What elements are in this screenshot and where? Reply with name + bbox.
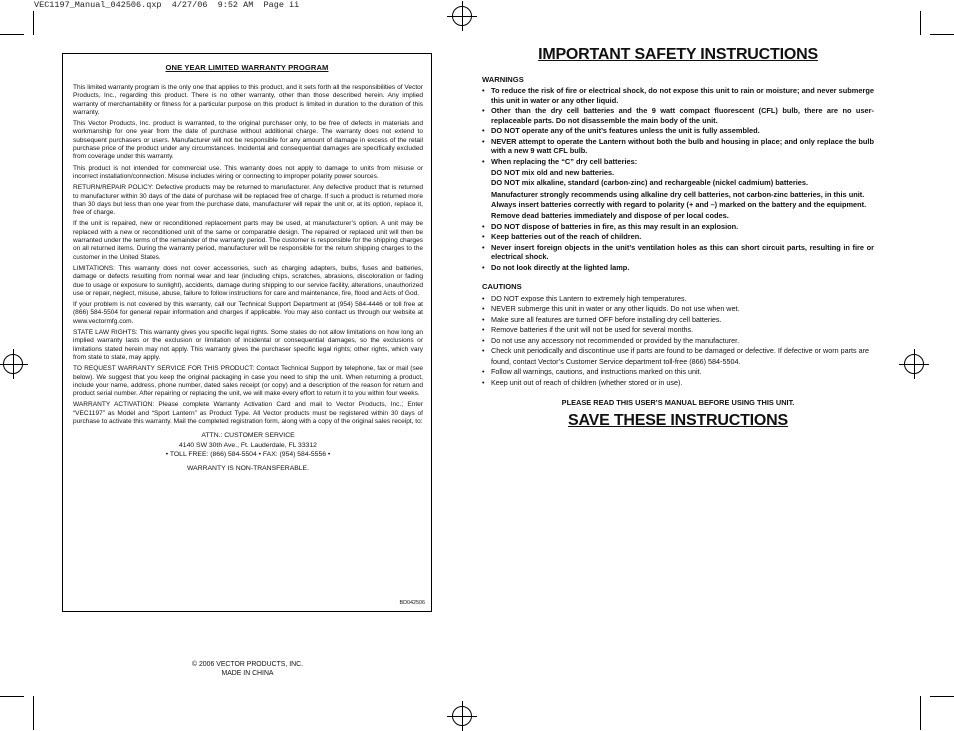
- document-code: BD042506: [399, 600, 425, 606]
- crop-mark: [33, 11, 34, 35]
- caution-item: • Do not use any accessory not recommended or provided by the manufacturer.: [482, 336, 874, 347]
- warranty-paragraph: LIMITATIONS: This warranty does not cover accessories, such as charging adapters, bulbs, fuses and batteries, damage or defects resulting from normal wear and tear (including chips, scratches, abrasions, discoloration or fading due to usage or exposure to sunlight), accidents, damage during shipping to our service facility, alterations, unauthorized use or repair, neglect, misuse, abuse, failure to follow instructions for care and maintenance, fire, flood and Acts of God.: [73, 264, 423, 297]
- warranty-paragraph: This Vector Products, Inc. product is warranted, to the original purchaser only, to be free of defects in materials and workmanship for one year from the date of purchase without additional charge. The warranty does not extend to subsequent purchasers or users. Manufacturer will not be responsible for any amount of damage in excess of the retail purchase price of the product under any circumstances. Incidental and consequential damages are specifically excluded from coverage under this warranty.: [73, 120, 423, 161]
- battery-note: Manufacturer strongly recommends using alkaline dry cell batteries, not carbon-zinc batteries, in this unit.: [491, 189, 865, 199]
- address-line: ATTN.: CUSTOMER SERVICE: [201, 432, 295, 440]
- warranty-title: ONE YEAR LIMITED WARRANTY PROGRAM: [165, 63, 329, 72]
- contact-numbers: • TOLL FREE: (866) 584-5504 • FAX: (954) 584-5556 •: [165, 451, 331, 459]
- cautions-list: [482, 294, 874, 389]
- caution-item: • Make sure all features are turned OFF before installing dry cell batteries.: [482, 315, 874, 326]
- warning-item: • NEVER attempt to operate the Lantern without both the bulb and housing in place; and only replace the bulb with a new 9 watt CFL bulb.: [482, 137, 874, 156]
- warranty-paragraph: WARRANTY ACTIVATION: Please complete Warranty Activation Card and mail to Vector Products, Inc.; Enter “VEC1197” as Model and “Sport Lantern” as Product Type. All Vector products must be registered within 30 days of purchase to activate this warranty. Mail the completed registration form, along with a copy of the original sales receipt, to:: [73, 401, 423, 425]
- warnings-list: [482, 86, 874, 166]
- battery-note: Always insert batteries correctly with regard to polarity (+ and –) marked on the battery and the equipment.: [491, 200, 867, 210]
- warning-item: • Other than the dry cell batteries and the 9 watt compact fluorescent (CFL) bulb, there are no user-replaceable parts. Do not disassemble the main body of the unit.: [482, 106, 874, 125]
- warning-item: • Never insert foreign objects in the unit’s ventilation holes as this can short circuit parts, resulting in fire or electrical shock.: [482, 243, 874, 262]
- warning-item: • DO NOT operate any of the unit’s features unless the unit is fully assembled.: [482, 126, 874, 135]
- made-in-text: MADE IN CHINA: [221, 670, 274, 677]
- crop-mark: [930, 696, 954, 697]
- warranty-paragraph: TO REQUEST WARRANTY SERVICE FOR THIS PRODUCT: Contact Technical Support by telephone, fax or mail (see below). We suggest that you keep the original packaging in case you need to ship the unit. When returning a product, include your name, address, phone number, dated sales receipt (or copy) and a description of the reason for return and product serial number. After repairing or replacing the unit, we will make every effort to return it to you within four weeks.: [73, 365, 423, 398]
- safety-title: IMPORTANT SAFETY INSTRUCTIONS: [538, 46, 818, 63]
- cautions-heading: CAUTIONS: [482, 282, 522, 292]
- warranty-paragraph: STATE LAW RIGHTS: This warranty gives you specific legal rights. Some states do not allow limitations on how long an implied warranty lasts or the exclusion or limitation of incidental or consequential damages, so the exclusions or limitations stated herein may not apply. This warranty gives the purchaser specific legal rights; other rights, which vary from state to state, may apply.: [73, 329, 423, 361]
- warning-item: • Keep batteries out of the reach of children.: [482, 232, 874, 241]
- warranty-box: [62, 53, 432, 612]
- warning-item: • When replacing the “C” dry cell batteries:: [482, 157, 874, 166]
- crop-mark: [0, 696, 24, 697]
- warranty-paragraph: If the unit is repaired, new or reconditioned replacement parts may be used, at manufacturer’s option. A unit may be replaced with a new or reconditioned unit of the same or comparable design. The repaired or replaced unit will then be warranted under the terms of the remainder of the warranty period. The customer is responsible for the shipping charges on all returned items. During the warranty period, manufacturer will be responsible for the return shipping charges to the customer in the United States.: [73, 220, 423, 261]
- save-instructions-title: SAVE THESE INSTRUCTIONS: [567, 412, 789, 430]
- battery-note: DO NOT mix old and new batteries.: [491, 167, 615, 177]
- registration-mark-icon: [452, 6, 472, 26]
- caution-item: • Follow all warnings, cautions, and instructions marked on this unit.: [482, 367, 874, 378]
- warranty-paragraph: This limited warranty program is the only one that applies to this product, and it sets forth all the responsibilities of Vector Products, Inc., regarding this product. There is no other warranty, other than those described herein. Any implied warranty of merchantability or fitness for a particular purpose on this product is limited in duration to the duration of this warranty.: [73, 84, 423, 116]
- caution-item: • NEVER submerge this unit in water or any other liquids. Do not use when wet.: [482, 304, 874, 315]
- address-line: 4140 SW 30th Ave., Ft. Lauderdale, FL 33312: [179, 441, 317, 449]
- print-slug: VEC1197_Manual_042506.qxp 4/27/06 9:52 AM Page ii: [34, 0, 300, 10]
- registration-mark-icon: [452, 706, 472, 726]
- caution-item: • Keep unit out of reach of children (whether stored or in use).: [482, 378, 874, 389]
- customer-service-address: [73, 431, 423, 473]
- warning-item: • DO NOT dispose of batteries in fire, as this may result in an explosion.: [482, 222, 874, 231]
- warranty-paragraph: If your problem is not covered by this warranty, call our Technical Support Department at (954) 584-4446 or toll free at (866) 584-5504 for general repair information and charges if applicable. You may also contact us through our website at www.vectormfg.com.: [73, 301, 423, 325]
- caution-item: • Check unit periodically and discontinue use if parts are found to be damaged or defective. If defective or worn parts are found, contact Vector’s Customer Service department toll-free (866) 584-5504.: [482, 346, 874, 367]
- warning-item: • To reduce the risk of fire or electrical shock, do not expose this unit to rain or moisture; and never submerge this unit in water or any other liquid.: [482, 86, 874, 105]
- warning-item: • Do not look directly at the lighted lamp.: [482, 263, 874, 272]
- caution-item: • DO NOT expose this Lantern to extremely high temperatures.: [482, 294, 874, 305]
- warnings-list-continued: [482, 222, 874, 273]
- copyright-text: © 2006 VECTOR PRODUCTS, INC.: [191, 661, 303, 668]
- crop-mark: [930, 34, 954, 35]
- crop-mark: [33, 696, 34, 730]
- crop-mark: [920, 11, 921, 35]
- non-transferable-note: WARRANTY IS NON-TRANSFERABLE.: [187, 464, 309, 472]
- battery-note: DO NOT mix alkaline, standard (carbon-zinc) and rechargeable (nickel cadmium) batteries.: [491, 178, 809, 188]
- safety-instructions: [482, 75, 874, 430]
- warranty-paragraph: This product is not intended for commercial use. This warranty does not apply to damage to units from misuse or incorrect installation/connection. Misuse includes wiring or connecting to improper polarity power sources.: [73, 164, 423, 180]
- warnings-heading: WARNINGS: [482, 75, 524, 84]
- crop-mark: [920, 696, 921, 730]
- warranty-paragraph: RETURN/REPAIR POLICY: Defective products may be returned to manufacturer. Any defective product that is returned to manufacturer within 30 days of the date of purchase will be replaced free of charge. If such a product is returned more than 30 days but less than one year from the purchase date, manufacturer will repair the unit or, at its option, replace it, free of charge.: [73, 184, 423, 217]
- crop-mark: [0, 34, 24, 35]
- registration-mark-icon: [3, 354, 23, 374]
- registration-mark-icon: [904, 354, 924, 374]
- read-manual-notice: PLEASE READ THIS USER’S MANUAL BEFORE USING THIS UNIT.: [561, 398, 795, 408]
- caution-item: • Remove batteries if the unit will not be used for several months.: [482, 325, 874, 336]
- warranty-body: [73, 84, 423, 473]
- battery-note: Remove dead batteries immediately and dispose of per local codes.: [491, 210, 729, 220]
- footer: [160, 660, 335, 678]
